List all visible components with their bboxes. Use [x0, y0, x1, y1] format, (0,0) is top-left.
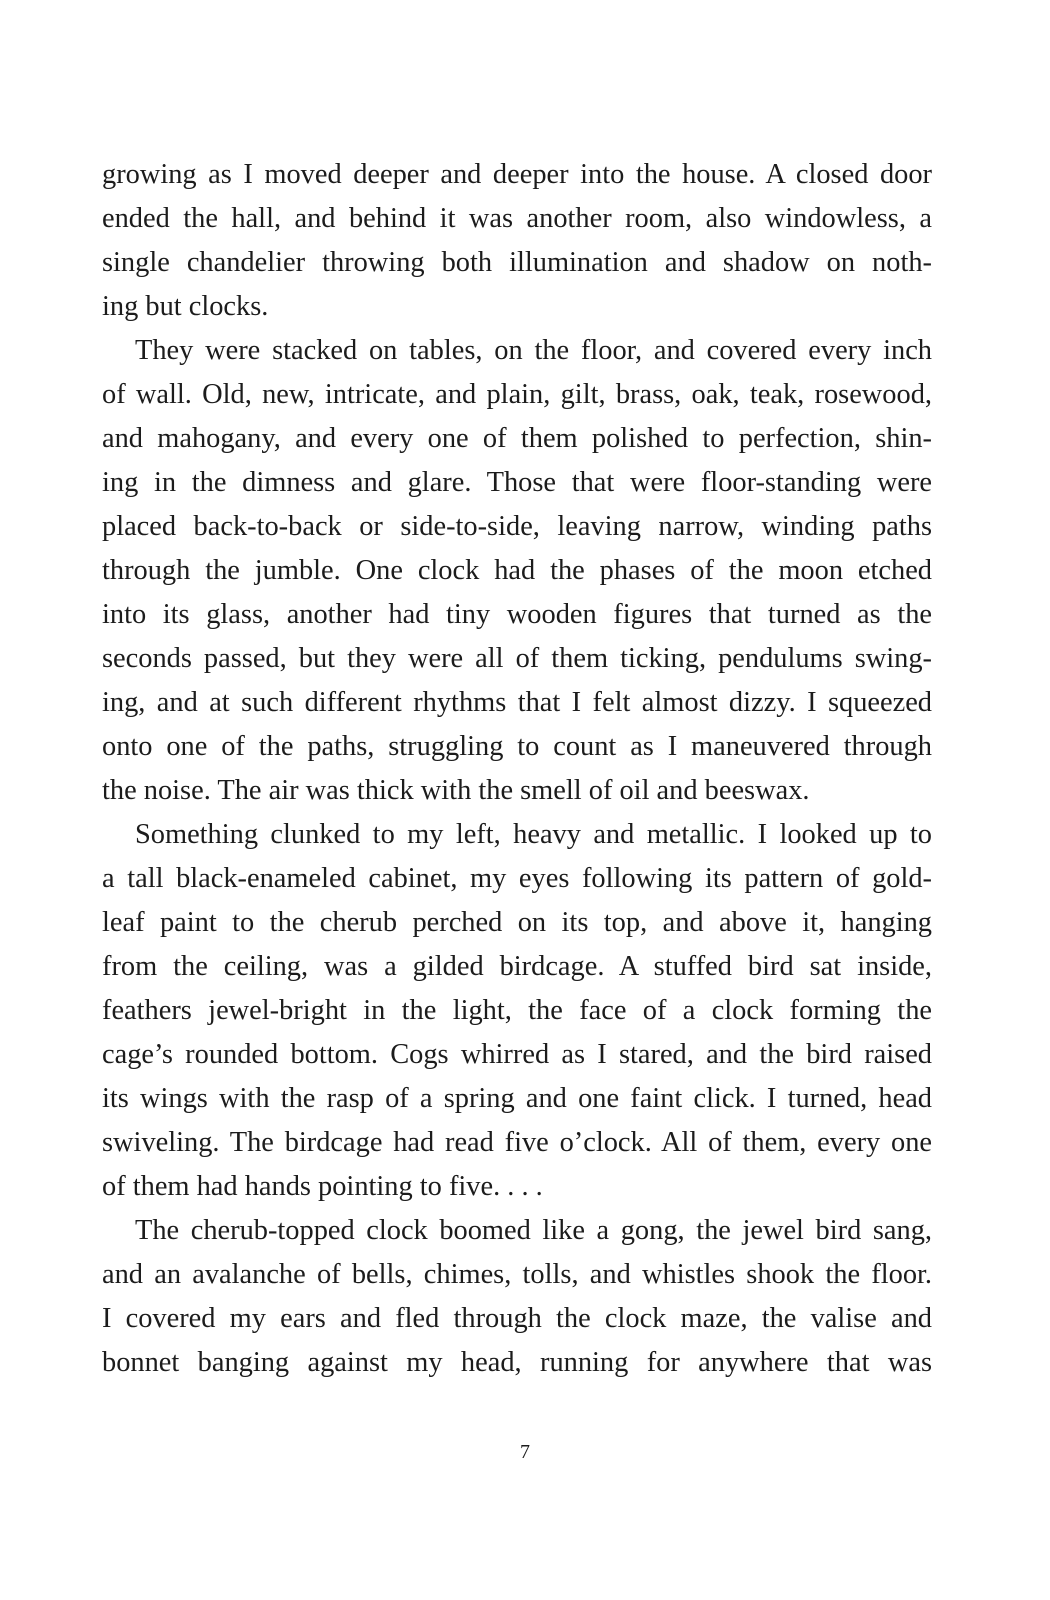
body-text [102, 153, 932, 1385]
text-line: of them had hands pointing to five. . . . [102, 1171, 543, 1202]
text-line: and mahogany, and every one of them polished to perfection, shin- [102, 423, 932, 454]
text-line: bonnet banging against my head, running for anywhere that was [102, 1347, 932, 1378]
text-line: onto one of the paths, struggling to count as I maneuvered through [102, 731, 932, 762]
page-number: 7 [520, 1441, 530, 1463]
text-line: I covered my ears and fled through the clock maze, the valise and [102, 1303, 932, 1334]
text-line: They were stacked on tables, on the floor, and covered every inch [135, 335, 932, 366]
text-line: the noise. The air was thick with the smell of oil and beeswax. [102, 775, 810, 806]
text-line: from the ceiling, was a gilded birdcage. A stuffed bird sat inside, [102, 951, 932, 982]
text-line: leaf paint to the cherub perched on its top, and above it, hanging [102, 907, 932, 938]
text-line: ended the hall, and behind it was another room, also windowless, a [102, 203, 932, 234]
text-line: into its glass, another had tiny wooden figures that turned as the [102, 599, 932, 630]
text-line: swiveling. The birdcage had read five o’clock. All of them, every one [102, 1127, 932, 1158]
text-line: single chandelier throwing both illumination and shadow on noth- [102, 247, 932, 278]
text-line: and an avalanche of bells, chimes, tolls, and whistles shook the floor. [102, 1259, 932, 1290]
text-line: placed back-to-back or side-to-side, leaving narrow, winding paths [102, 511, 932, 542]
text-line: a tall black-enameled cabinet, my eyes following its pattern of gold- [102, 863, 932, 894]
text-line: Something clunked to my left, heavy and metallic. I looked up to [135, 819, 932, 850]
text-line: growing as I moved deeper and deeper into the house. A closed door [102, 159, 932, 190]
text-line: ing, and at such different rhythms that I felt almost dizzy. I squeezed [102, 687, 932, 718]
text-line: of wall. Old, new, intricate, and plain, gilt, brass, oak, teak, rosewood, [102, 379, 932, 410]
text-line: feathers jewel-bright in the light, the face of a clock forming the [102, 995, 932, 1026]
text-line: its wings with the rasp of a spring and one faint click. I turned, head [102, 1083, 932, 1114]
text-line: cage’s rounded bottom. Cogs whirred as I stared, and the bird raised [102, 1039, 932, 1070]
text-line: The cherub-topped clock boomed like a gong, the jewel bird sang, [135, 1215, 932, 1246]
text-line: through the jumble. One clock had the phases of the moon etched [102, 555, 932, 586]
text-line: seconds passed, but they were all of them ticking, pendulums swing- [102, 643, 932, 674]
text-line: ing but clocks. [102, 291, 269, 322]
text-line: ing in the dimness and glare. Those that were floor-standing were [102, 467, 932, 498]
